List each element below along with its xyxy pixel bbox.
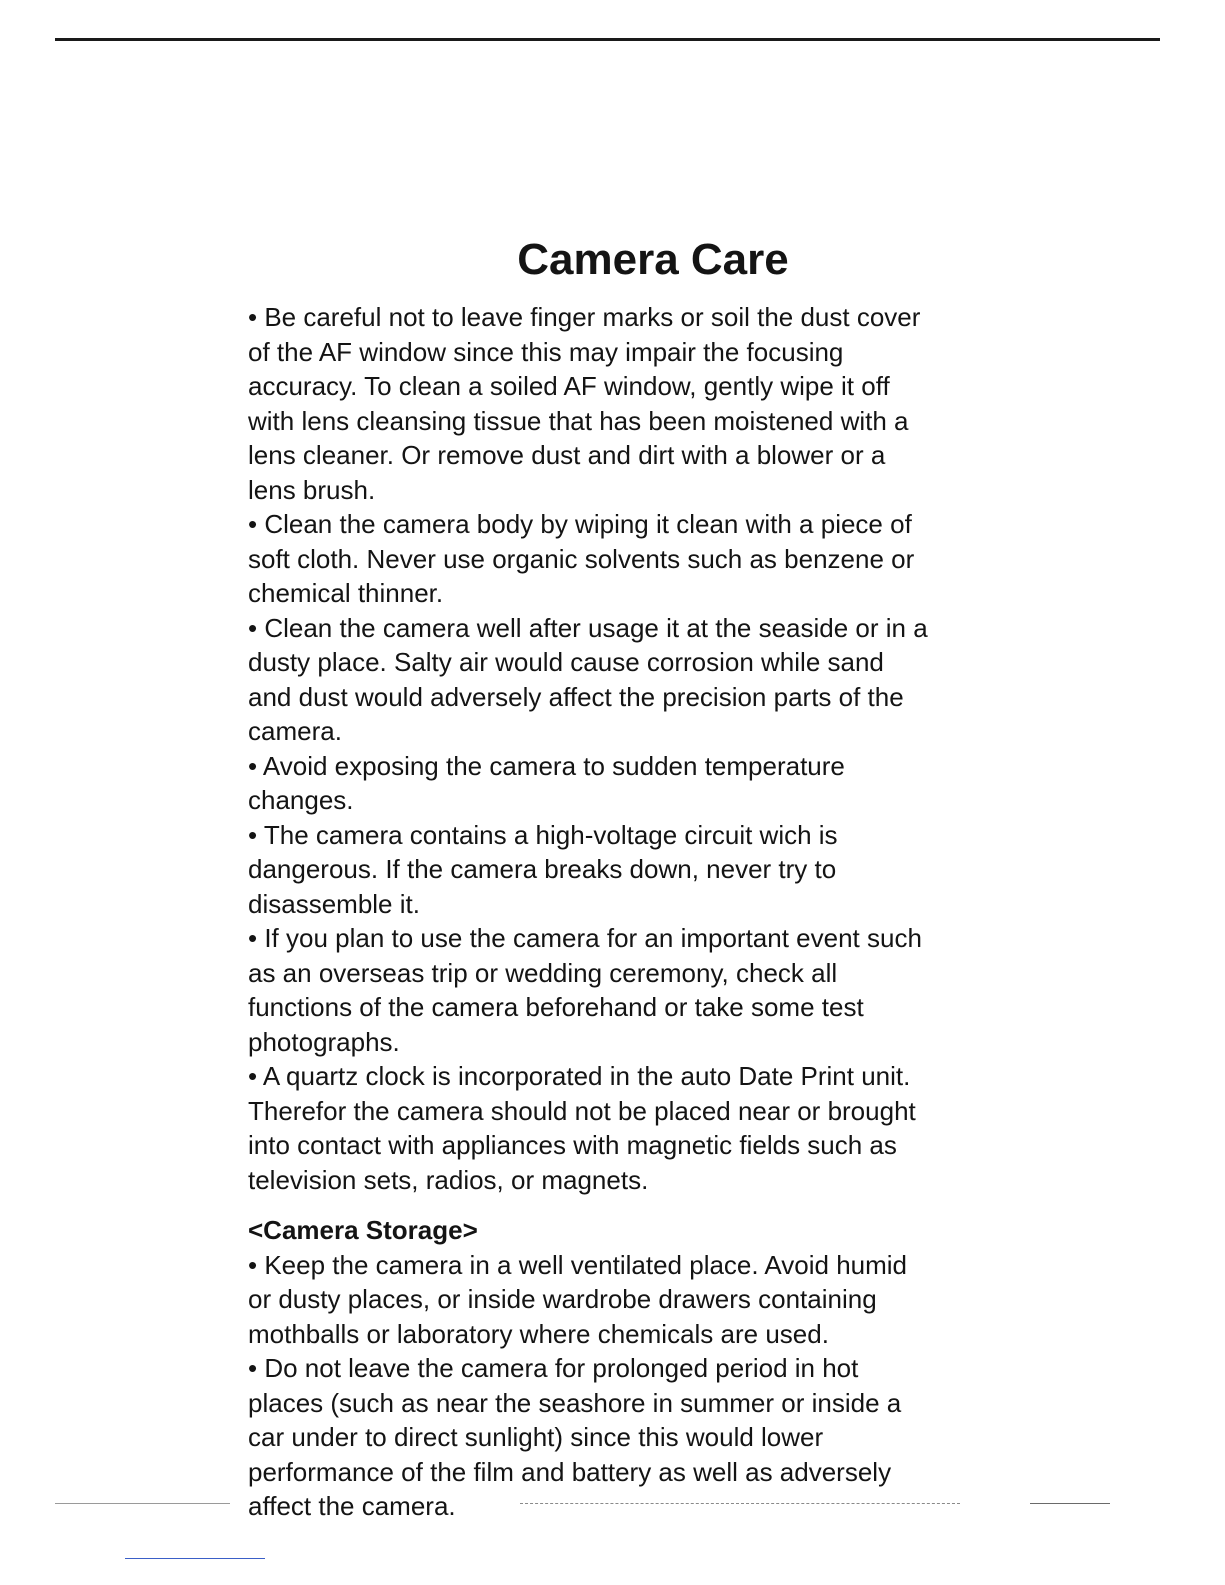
page-content [248,228,1048,1524]
bottom-rule-right [1030,1503,1110,1504]
bottom-rule-left [55,1503,230,1504]
storage-heading: <Camera Storage> [248,1215,478,1245]
care-item-5: • The camera contains a high-voltage circuit wich is dangerous. If the camera breaks down, never try to disassemble it. [248,819,838,919]
care-item-1: • Be careful not to leave finger marks or soil the dust cover of the AF window since this may impair the focusing accuracy. To clean a soiled AF window, gently wipe it off with lens cleansing tissue that has been moistened with a lens cleaner. Or remove dust and dirt with a blower or a lens brush. [248,302,921,505]
bottom-rule-mid [520,1503,960,1504]
page-title: Camera Care [517,235,789,284]
care-item-4: • Avoid exposing the camera to sudden temperature changes. [248,750,845,815]
care-item-7: • A quartz clock is incorporated in the auto Date Print unit. Therefor the camera should not be placed near or brought into contact with appliances with magnetic fields such as television sets, radios, or magnets. [248,1061,916,1195]
care-item-6: • If you plan to use the camera for an important event such as an overseas trip or wedding ceremony, check all functions of the camera beforehand or take some test photographs. [248,923,922,1057]
storage-item-1: • Keep the camera in a well ventilated place. Avoid humid or dusty places, or inside wardrobe drawers containing mothballs or laboratory where chemicals are used. [248,1249,908,1349]
bottom-link-line [125,1558,265,1559]
top-rule [55,38,1160,41]
care-item-2: • Clean the camera body by wiping it clean with a piece of soft cloth. Never use organic solvents such as benzene or chemical thinner. [248,509,915,608]
storage-item-2: • Do not leave the camera for prolonged period in hot places (such as near the seashore in summer or inside a car under to direct sunlight) since this would lower performance of the film and battery as well as adversely affect the camera. [248,1353,902,1521]
care-item-3: • Clean the camera well after usage it at the seaside or in a dusty place. Salty air would cause corrosion while sand and dust would adversely affect the precision parts of the camera. [248,612,928,746]
